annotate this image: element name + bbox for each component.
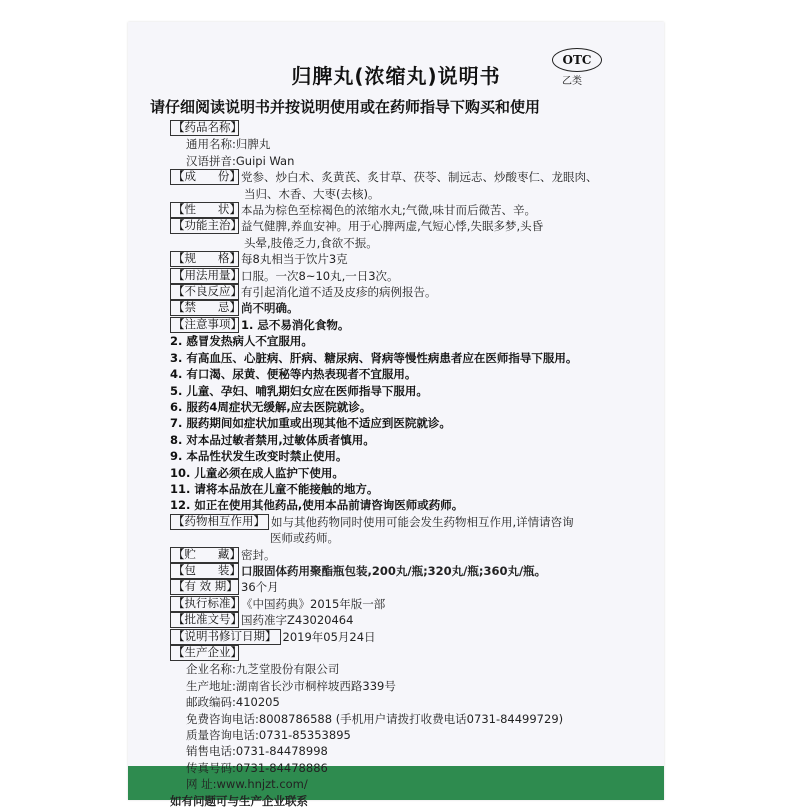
- manufacturer-row: [170, 711, 660, 727]
- field-value: www.hnjzt.com/: [216, 777, 308, 792]
- manufacturer-row: [170, 776, 660, 792]
- section-label: 【 禁 忌 】: [170, 300, 239, 316]
- field-value: 《中国药典》2015年版一部: [241, 596, 386, 611]
- field-value: 湖南省长沙市桐梓坡西路339号: [235, 678, 396, 693]
- interactions-continued: [170, 530, 660, 546]
- section-standard: [170, 596, 660, 612]
- field-value: 有引起消化道不适及皮疹的病例报告。: [241, 285, 437, 300]
- field-value: Guipi Wan: [235, 153, 295, 168]
- precaution-item: 11. 请将本品放在儿童不能接触的地方。: [170, 481, 379, 496]
- field-value: 头晕,肢倦乏力,食欲不振。: [244, 235, 378, 250]
- field-key: 企业名称:: [186, 662, 236, 677]
- section-label: 【 药品名称 】: [170, 120, 239, 136]
- precaution-item: 4. 有口渴、尿黄、便秘等内热表现者不宜服用。: [170, 367, 417, 382]
- field-key: 销售电话:: [186, 744, 236, 759]
- field-value: 尚不明确。: [241, 301, 299, 316]
- section-specification: [170, 251, 660, 267]
- manufacturer-row: [170, 678, 660, 694]
- field-value: 0731-84478998: [235, 744, 328, 759]
- indications-continued: [170, 235, 660, 251]
- page-subtitle: 请仔细阅读说明书并按说明使用或在药师指导下购买和使用: [150, 98, 541, 116]
- section-revision-date: [170, 629, 660, 645]
- field-value: 36个月: [241, 580, 279, 595]
- section-storage: [170, 547, 660, 563]
- field-value: 0731-85353895: [258, 728, 351, 743]
- manufacturer-row: [170, 727, 660, 743]
- precaution-item: 10. 儿童必须在成人监护下使用。: [170, 465, 344, 480]
- section-label: 【 功能主治 】: [170, 218, 239, 234]
- field-key: 网 址:: [186, 777, 217, 792]
- section-label: 【 有 效 期 】: [170, 579, 239, 595]
- field-value: 党参、炒白术、炙黄芪、炙甘草、茯苓、制远志、炒酸枣仁、龙眼肉、: [241, 170, 598, 185]
- section-label: 【 规 格 】: [170, 251, 239, 267]
- precaution-item: 9. 本品性状发生改变时禁止使用。: [170, 449, 348, 464]
- leaflet-content: [170, 120, 660, 809]
- manufacturer-row: [170, 694, 660, 710]
- field-value: 口服。一次8~10丸,一日3次。: [241, 268, 399, 283]
- field-value: 国药准字Z43020464: [241, 613, 354, 628]
- section-contraindications: [170, 300, 660, 316]
- field-value: 如与其他药物同时使用可能会发生药物相互作用,详情请咨询: [271, 514, 574, 529]
- common-name-row: [170, 136, 660, 152]
- section-validity: [170, 579, 660, 595]
- pinyin-row: [170, 153, 660, 169]
- section-label: 【 性 状 】: [170, 202, 239, 218]
- field-value: 益气健脾,养血安神。用于心脾两虚,气短心悸,失眠多梦,头昏: [241, 219, 544, 234]
- section-manufacturer: [170, 645, 660, 661]
- otc-class-label: 乙类: [562, 76, 582, 87]
- section-adverse-reactions: [170, 284, 660, 300]
- field-value: 当归、木香、大枣(去核)。: [244, 186, 380, 201]
- field-value: 2019年05月24日: [282, 629, 376, 644]
- section-label: 【 生产企业 】: [170, 645, 239, 661]
- section-interactions: [170, 514, 660, 530]
- precaution-item: 3. 有高血压、心脏病、肝病、糖尿病、肾病等慢性病患者应在医师指导下服用。: [170, 350, 578, 365]
- field-key: 邮政编码:: [186, 695, 236, 710]
- field-value: 密封。: [241, 547, 276, 562]
- section-precautions: [170, 317, 660, 333]
- section-label: 【 成 份 】: [170, 169, 239, 185]
- section-label: 【 贮 藏 】: [170, 547, 239, 563]
- field-value: 410205: [235, 695, 280, 710]
- manufacturer-footer: 如有问题可与生产企业联系: [170, 793, 308, 808]
- field-value: 口服固体药用聚酯瓶包装,200丸/瓶;320丸/瓶;360丸/瓶。: [241, 563, 547, 578]
- field-value: 本品为棕色至棕褐色的浓缩水丸;气微,味甘而后微苦、辛。: [241, 203, 537, 218]
- section-label: 【 药物相互作用 】: [170, 514, 269, 530]
- ingredients-continued: [170, 186, 660, 202]
- section-label: 【 注意事项 】: [170, 317, 239, 333]
- field-value: 归脾丸: [235, 137, 271, 152]
- precaution-item: 12. 如正在使用其他药品,使用本品前请咨询医师或药师。: [170, 498, 464, 513]
- precaution-item: 7. 服药期间如症状加重或出现其他不适应到医院就诊。: [170, 416, 451, 431]
- precaution-item: 2. 感冒发热病人不宜服用。: [170, 334, 313, 349]
- section-label: 【 批准文号 】: [170, 612, 239, 628]
- manufacturer-row: [170, 743, 660, 759]
- section-dosage: [170, 268, 660, 284]
- otc-badge: OTC: [552, 48, 602, 72]
- precaution-item: 1. 忌不易消化食物。: [241, 317, 350, 332]
- section-ingredients: [170, 169, 660, 185]
- precaution-item: 8. 对本品过敏者禁用,过敏体质者慎用。: [170, 432, 375, 447]
- section-label: 【 说明书修订日期 】: [170, 629, 281, 645]
- section-indications: [170, 218, 660, 234]
- precaution-item: 5. 儿童、孕妇、哺乳期妇女应在医师指导下服用。: [170, 383, 428, 398]
- field-value: 九芝堂股份有限公司: [235, 662, 340, 677]
- section-label: 【 执行标准 】: [170, 596, 239, 612]
- field-key: 生产地址:: [186, 678, 236, 693]
- manufacturer-row: [170, 661, 660, 677]
- field-value: 0731-84478886: [235, 760, 328, 775]
- section-label: 【 用法用量 】: [170, 268, 239, 284]
- manufacturer-row: [170, 760, 660, 776]
- field-value: 医师或药师。: [270, 531, 339, 546]
- precaution-item: 6. 服药4周症状无缓解,应去医院就诊。: [170, 399, 372, 414]
- field-key: 质量咨询电话:: [186, 728, 259, 743]
- field-key: 通用名称:: [186, 137, 236, 152]
- field-key: 传真号码:: [186, 760, 236, 775]
- section-approval: [170, 612, 660, 628]
- section-properties: [170, 202, 660, 218]
- section-label: 【 包 装 】: [170, 563, 239, 579]
- field-value: 8008786588 (手机用户请拨打收费电话0731-84499729): [258, 711, 564, 726]
- section-label: 【 不良反应 】: [170, 284, 239, 300]
- field-key: 免费咨询电话:: [186, 711, 259, 726]
- page-title: 归脾丸(浓缩丸)说明书: [291, 64, 501, 88]
- field-key: 汉语拼音:: [186, 153, 236, 168]
- section-package: [170, 563, 660, 579]
- section-drug-name: [170, 120, 660, 136]
- field-value: 每8丸相当于饮片3克: [241, 252, 348, 267]
